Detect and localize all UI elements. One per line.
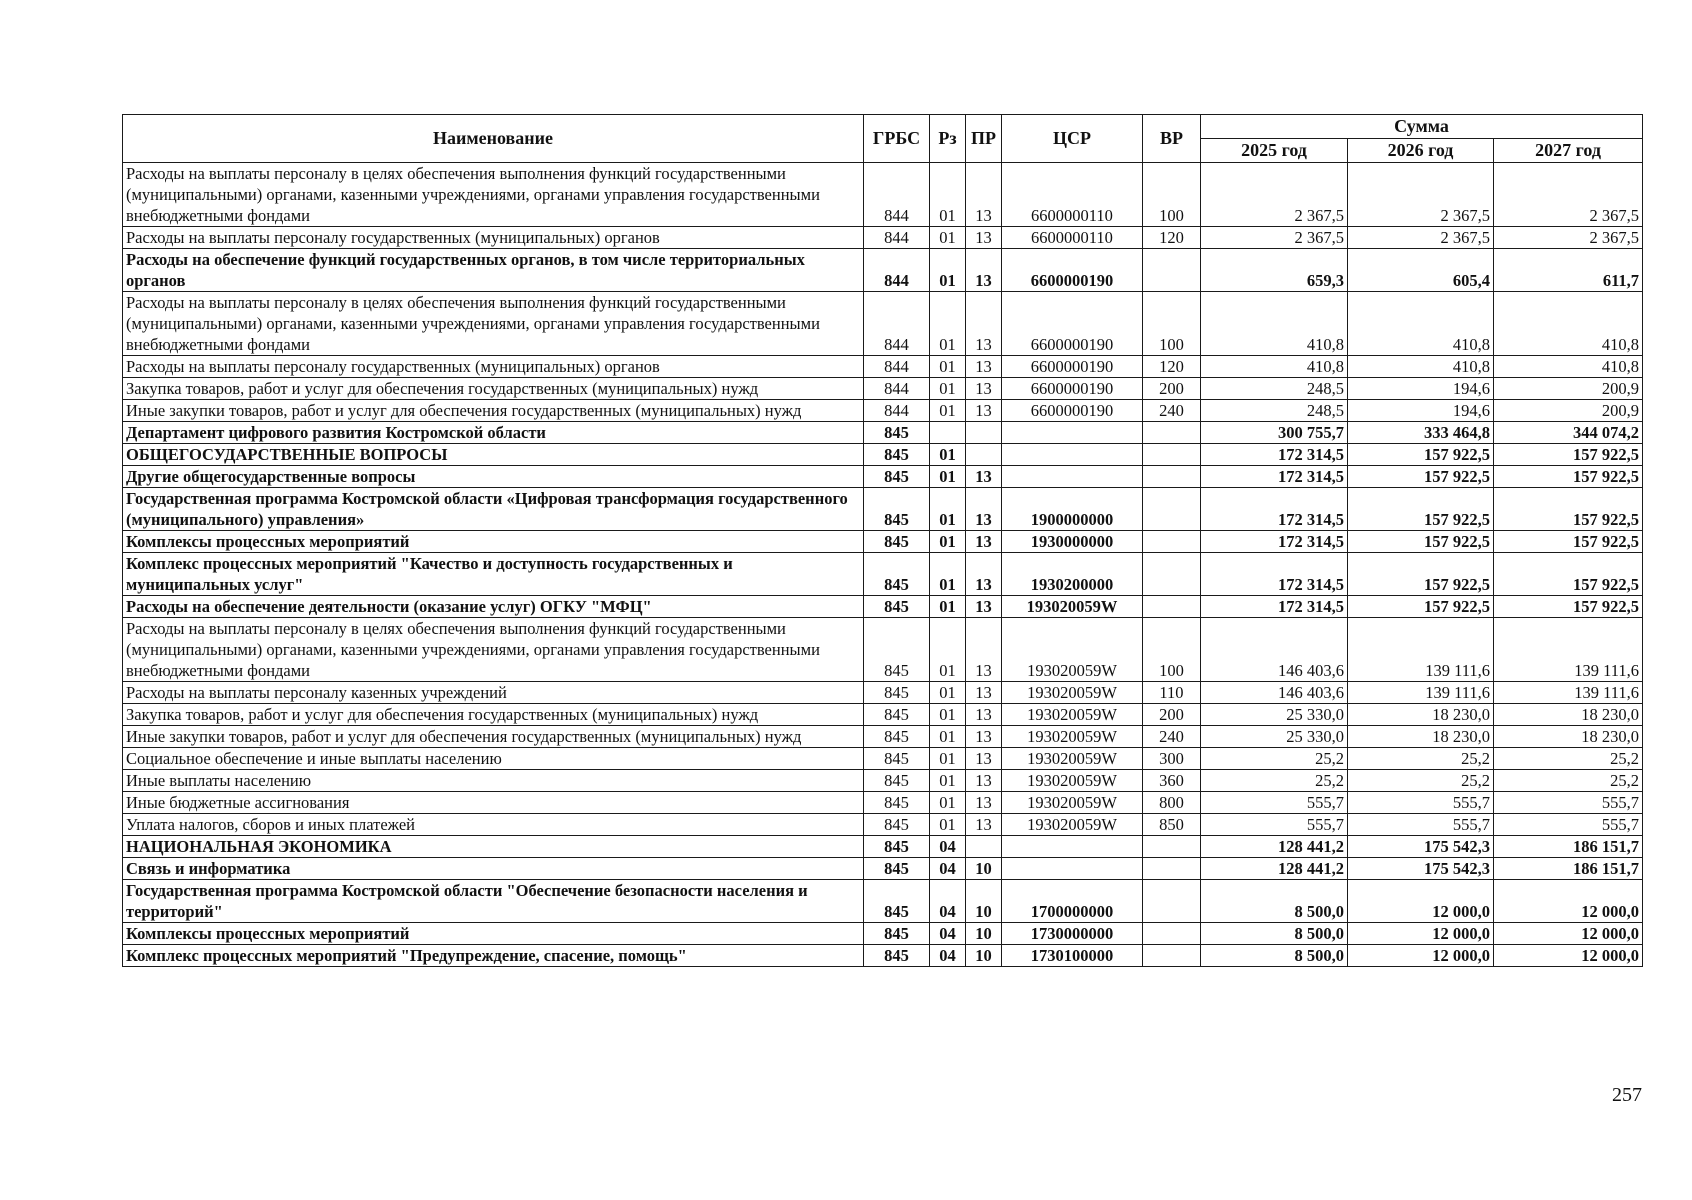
cell-rz: 01	[930, 618, 966, 682]
cell-rz: 04	[930, 880, 966, 923]
cell-rz: 04	[930, 858, 966, 880]
cell-csr: 193020059W	[1002, 596, 1143, 618]
cell-y2025: 172 314,5	[1201, 488, 1348, 531]
cell-pr: 10	[966, 880, 1002, 923]
cell-grbs: 845	[864, 726, 930, 748]
cell-rz: 01	[930, 466, 966, 488]
page-number: 257	[1612, 1084, 1642, 1106]
cell-vr: 100	[1143, 618, 1201, 682]
header-sum: Сумма	[1201, 115, 1643, 139]
cell-pr: 13	[966, 770, 1002, 792]
cell-y2026: 555,7	[1348, 814, 1494, 836]
cell-name: Расходы на обеспечение деятельности (оказание услуг) ОГКУ "МФЦ"	[123, 596, 864, 618]
cell-grbs: 844	[864, 378, 930, 400]
cell-name: Закупка товаров, работ и услуг для обеспечения государственных (муниципальных) нужд	[123, 378, 864, 400]
cell-y2027: 555,7	[1494, 814, 1643, 836]
cell-pr: 13	[966, 814, 1002, 836]
cell-grbs: 845	[864, 596, 930, 618]
cell-y2026: 175 542,3	[1348, 836, 1494, 858]
cell-y2026: 555,7	[1348, 792, 1494, 814]
cell-csr	[1002, 422, 1143, 444]
cell-vr	[1143, 249, 1201, 292]
cell-pr: 10	[966, 945, 1002, 967]
cell-y2026: 12 000,0	[1348, 880, 1494, 923]
table-row	[123, 836, 1643, 858]
cell-grbs: 845	[864, 836, 930, 858]
cell-csr	[1002, 858, 1143, 880]
cell-name: ОБЩЕГОСУДАРСТВЕННЫЕ ВОПРОСЫ	[123, 444, 864, 466]
cell-y2025: 8 500,0	[1201, 945, 1348, 967]
cell-rz: 01	[930, 748, 966, 770]
table-row	[123, 814, 1643, 836]
header-grbs: ГРБС	[864, 115, 930, 163]
cell-vr	[1143, 422, 1201, 444]
cell-csr	[1002, 466, 1143, 488]
cell-name: Расходы на обеспечение функций государственных органов, в том числе территориальных органов	[123, 249, 864, 292]
header-name: Наименование	[123, 115, 864, 163]
cell-vr: 120	[1143, 356, 1201, 378]
cell-y2025: 8 500,0	[1201, 880, 1348, 923]
cell-pr: 13	[966, 553, 1002, 596]
cell-y2026: 175 542,3	[1348, 858, 1494, 880]
cell-grbs: 845	[864, 531, 930, 553]
cell-y2026: 410,8	[1348, 356, 1494, 378]
cell-vr	[1143, 553, 1201, 596]
cell-grbs: 845	[864, 945, 930, 967]
cell-csr: 193020059W	[1002, 770, 1143, 792]
cell-y2027: 18 230,0	[1494, 726, 1643, 748]
cell-pr: 13	[966, 704, 1002, 726]
cell-vr: 100	[1143, 292, 1201, 356]
table-row	[123, 422, 1643, 444]
cell-y2027: 25,2	[1494, 748, 1643, 770]
cell-rz: 01	[930, 227, 966, 249]
cell-vr	[1143, 531, 1201, 553]
cell-vr	[1143, 880, 1201, 923]
cell-y2025: 300 755,7	[1201, 422, 1348, 444]
cell-y2026: 25,2	[1348, 770, 1494, 792]
cell-vr	[1143, 596, 1201, 618]
cell-name: Иные закупки товаров, работ и услуг для обеспечения государственных (муниципальных) нужд	[123, 726, 864, 748]
cell-y2026: 605,4	[1348, 249, 1494, 292]
cell-rz	[930, 422, 966, 444]
table-row	[123, 466, 1643, 488]
cell-rz: 01	[930, 488, 966, 531]
cell-y2027: 200,9	[1494, 400, 1643, 422]
cell-y2026: 410,8	[1348, 292, 1494, 356]
cell-y2027: 186 151,7	[1494, 836, 1643, 858]
cell-y2026: 333 464,8	[1348, 422, 1494, 444]
cell-vr: 200	[1143, 704, 1201, 726]
cell-rz: 04	[930, 945, 966, 967]
cell-y2026: 157 922,5	[1348, 553, 1494, 596]
cell-name: Другие общегосударственные вопросы	[123, 466, 864, 488]
cell-y2025: 128 441,2	[1201, 858, 1348, 880]
table-row	[123, 770, 1643, 792]
cell-vr	[1143, 923, 1201, 945]
cell-grbs: 845	[864, 618, 930, 682]
cell-csr: 6600000190	[1002, 249, 1143, 292]
cell-grbs: 845	[864, 422, 930, 444]
cell-y2025: 172 314,5	[1201, 553, 1348, 596]
cell-csr: 1730100000	[1002, 945, 1143, 967]
header-2027: 2027 год	[1494, 139, 1643, 163]
table-row	[123, 163, 1643, 227]
cell-y2026: 2 367,5	[1348, 227, 1494, 249]
cell-y2026: 194,6	[1348, 378, 1494, 400]
cell-name: Иные бюджетные ассигнования	[123, 792, 864, 814]
cell-csr: 6600000190	[1002, 356, 1143, 378]
cell-y2026: 194,6	[1348, 400, 1494, 422]
cell-grbs: 845	[864, 466, 930, 488]
cell-y2027: 157 922,5	[1494, 488, 1643, 531]
cell-rz: 01	[930, 378, 966, 400]
cell-y2027: 12 000,0	[1494, 880, 1643, 923]
cell-rz: 01	[930, 292, 966, 356]
cell-vr: 300	[1143, 748, 1201, 770]
cell-vr: 200	[1143, 378, 1201, 400]
header-vr: ВР	[1143, 115, 1201, 163]
cell-rz: 01	[930, 770, 966, 792]
cell-rz: 04	[930, 836, 966, 858]
cell-y2026: 25,2	[1348, 748, 1494, 770]
cell-y2025: 555,7	[1201, 792, 1348, 814]
cell-grbs: 845	[864, 748, 930, 770]
cell-name: Иные выплаты населению	[123, 770, 864, 792]
cell-rz: 01	[930, 814, 966, 836]
cell-grbs: 844	[864, 163, 930, 227]
cell-y2025: 172 314,5	[1201, 596, 1348, 618]
cell-pr: 13	[966, 531, 1002, 553]
header-csr: ЦСР	[1002, 115, 1143, 163]
cell-name: Связь и информатика	[123, 858, 864, 880]
table-row	[123, 553, 1643, 596]
cell-y2025: 146 403,6	[1201, 618, 1348, 682]
cell-y2027: 157 922,5	[1494, 596, 1643, 618]
cell-name: Расходы на выплаты персоналу в целях обеспечения выполнения функций государственными (муниципальными) органами, казенными учреждениями, органами управления государственными внебюджетными фондами	[123, 163, 864, 227]
table-row	[123, 858, 1643, 880]
cell-pr: 13	[966, 596, 1002, 618]
cell-name: Расходы на выплаты персоналу в целях обеспечения выполнения функций государственными (муниципальными) органами, казенными учреждениями, органами управления государственными внебюджетными фондами	[123, 292, 864, 356]
cell-csr: 1700000000	[1002, 880, 1143, 923]
table-row	[123, 945, 1643, 967]
cell-y2025: 2 367,5	[1201, 227, 1348, 249]
table-row	[123, 444, 1643, 466]
cell-grbs: 844	[864, 249, 930, 292]
cell-grbs: 845	[864, 792, 930, 814]
table-row	[123, 249, 1643, 292]
table-row	[123, 792, 1643, 814]
cell-pr: 13	[966, 292, 1002, 356]
cell-y2026: 157 922,5	[1348, 444, 1494, 466]
cell-csr: 193020059W	[1002, 682, 1143, 704]
cell-y2025: 172 314,5	[1201, 444, 1348, 466]
cell-csr	[1002, 836, 1143, 858]
cell-grbs: 845	[864, 923, 930, 945]
cell-name: Расходы на выплаты персоналу государственных (муниципальных) органов	[123, 356, 864, 378]
cell-y2027: 157 922,5	[1494, 531, 1643, 553]
cell-y2027: 186 151,7	[1494, 858, 1643, 880]
cell-csr: 193020059W	[1002, 814, 1143, 836]
cell-grbs: 844	[864, 227, 930, 249]
cell-rz: 01	[930, 553, 966, 596]
cell-y2027: 12 000,0	[1494, 923, 1643, 945]
table-header	[123, 115, 1643, 163]
cell-y2027: 157 922,5	[1494, 553, 1643, 596]
cell-csr: 1930000000	[1002, 531, 1143, 553]
cell-name: Комплекс процессных мероприятий "Качество и доступность государственных и муниципальных услуг"	[123, 553, 864, 596]
cell-grbs: 844	[864, 356, 930, 378]
table-row	[123, 923, 1643, 945]
cell-name: Закупка товаров, работ и услуг для обеспечения государственных (муниципальных) нужд	[123, 704, 864, 726]
cell-csr: 1730000000	[1002, 923, 1143, 945]
cell-y2027: 555,7	[1494, 792, 1643, 814]
cell-y2027: 200,9	[1494, 378, 1643, 400]
cell-grbs: 845	[864, 770, 930, 792]
cell-vr	[1143, 858, 1201, 880]
cell-rz: 01	[930, 356, 966, 378]
cell-rz: 01	[930, 531, 966, 553]
table-row	[123, 292, 1643, 356]
cell-csr: 193020059W	[1002, 726, 1143, 748]
cell-y2027: 139 111,6	[1494, 618, 1643, 682]
cell-grbs: 845	[864, 488, 930, 531]
header-pr: ПР	[966, 115, 1002, 163]
header-rz: Рз	[930, 115, 966, 163]
header-2025: 2025 год	[1201, 139, 1348, 163]
cell-y2027: 25,2	[1494, 770, 1643, 792]
cell-y2026: 157 922,5	[1348, 466, 1494, 488]
cell-rz: 01	[930, 249, 966, 292]
cell-y2026: 12 000,0	[1348, 923, 1494, 945]
cell-rz: 01	[930, 400, 966, 422]
table-row	[123, 531, 1643, 553]
cell-vr	[1143, 444, 1201, 466]
cell-pr	[966, 422, 1002, 444]
cell-vr	[1143, 488, 1201, 531]
cell-csr: 193020059W	[1002, 618, 1143, 682]
cell-csr: 1900000000	[1002, 488, 1143, 531]
cell-pr: 13	[966, 618, 1002, 682]
cell-y2025: 25,2	[1201, 770, 1348, 792]
cell-csr: 1930200000	[1002, 553, 1143, 596]
cell-grbs: 845	[864, 858, 930, 880]
cell-rz: 01	[930, 163, 966, 227]
cell-vr: 240	[1143, 726, 1201, 748]
cell-pr	[966, 836, 1002, 858]
cell-y2025: 172 314,5	[1201, 531, 1348, 553]
cell-y2025: 659,3	[1201, 249, 1348, 292]
cell-csr: 6600000190	[1002, 378, 1143, 400]
cell-pr: 10	[966, 858, 1002, 880]
cell-y2027: 344 074,2	[1494, 422, 1643, 444]
cell-y2027: 410,8	[1494, 292, 1643, 356]
cell-csr	[1002, 444, 1143, 466]
cell-grbs: 845	[864, 814, 930, 836]
cell-rz: 01	[930, 704, 966, 726]
table-row	[123, 682, 1643, 704]
cell-y2026: 18 230,0	[1348, 726, 1494, 748]
cell-y2025: 2 367,5	[1201, 163, 1348, 227]
cell-y2027: 18 230,0	[1494, 704, 1643, 726]
cell-pr	[966, 444, 1002, 466]
cell-y2025: 25 330,0	[1201, 704, 1348, 726]
table-row	[123, 618, 1643, 682]
cell-y2026: 157 922,5	[1348, 596, 1494, 618]
cell-csr: 6600000110	[1002, 163, 1143, 227]
cell-y2026: 157 922,5	[1348, 488, 1494, 531]
cell-csr: 6600000190	[1002, 400, 1143, 422]
cell-y2025: 410,8	[1201, 292, 1348, 356]
table-row	[123, 400, 1643, 422]
cell-grbs: 845	[864, 704, 930, 726]
cell-grbs: 845	[864, 880, 930, 923]
cell-grbs: 845	[864, 444, 930, 466]
cell-rz: 01	[930, 444, 966, 466]
cell-pr: 13	[966, 356, 1002, 378]
cell-csr: 193020059W	[1002, 748, 1143, 770]
cell-csr: 6600000110	[1002, 227, 1143, 249]
cell-y2026: 139 111,6	[1348, 682, 1494, 704]
cell-pr: 13	[966, 488, 1002, 531]
cell-pr: 13	[966, 466, 1002, 488]
cell-y2025: 172 314,5	[1201, 466, 1348, 488]
cell-pr: 13	[966, 748, 1002, 770]
cell-y2025: 25 330,0	[1201, 726, 1348, 748]
cell-pr: 13	[966, 682, 1002, 704]
cell-name: Комплексы процессных мероприятий	[123, 923, 864, 945]
cell-y2025: 248,5	[1201, 378, 1348, 400]
table-body	[123, 163, 1643, 967]
table-row	[123, 726, 1643, 748]
cell-name: Уплата налогов, сборов и иных платежей	[123, 814, 864, 836]
cell-grbs: 844	[864, 292, 930, 356]
cell-csr: 193020059W	[1002, 792, 1143, 814]
cell-pr: 13	[966, 249, 1002, 292]
cell-name: НАЦИОНАЛЬНАЯ ЭКОНОМИКА	[123, 836, 864, 858]
cell-grbs: 844	[864, 400, 930, 422]
table-row	[123, 227, 1643, 249]
cell-y2025: 8 500,0	[1201, 923, 1348, 945]
cell-y2026: 2 367,5	[1348, 163, 1494, 227]
cell-vr: 850	[1143, 814, 1201, 836]
cell-pr: 13	[966, 792, 1002, 814]
cell-vr: 100	[1143, 163, 1201, 227]
table-row	[123, 488, 1643, 531]
table-row	[123, 704, 1643, 726]
cell-name: Расходы на выплаты персоналу казенных учреждений	[123, 682, 864, 704]
cell-pr: 13	[966, 227, 1002, 249]
cell-y2027: 157 922,5	[1494, 466, 1643, 488]
cell-y2027: 611,7	[1494, 249, 1643, 292]
cell-y2025: 25,2	[1201, 748, 1348, 770]
cell-vr: 240	[1143, 400, 1201, 422]
cell-name: Расходы на выплаты персоналу в целях обеспечения выполнения функций государственными (муниципальными) органами, казенными учреждениями, органами управления государственными внебюджетными фондами	[123, 618, 864, 682]
cell-name: Расходы на выплаты персоналу государственных (муниципальных) органов	[123, 227, 864, 249]
cell-name: Государственная программа Костромской области «Цифровая трансформация государственного (муниципального) управления»	[123, 488, 864, 531]
cell-vr	[1143, 945, 1201, 967]
cell-name: Государственная программа Костромской области "Обеспечение безопасности населения и территорий"	[123, 880, 864, 923]
header-2026: 2026 год	[1348, 139, 1494, 163]
cell-rz: 01	[930, 792, 966, 814]
cell-name: Комплексы процессных мероприятий	[123, 531, 864, 553]
cell-y2027: 410,8	[1494, 356, 1643, 378]
cell-rz: 04	[930, 923, 966, 945]
cell-csr: 6600000190	[1002, 292, 1143, 356]
cell-pr: 13	[966, 378, 1002, 400]
budget-table	[122, 114, 1643, 967]
cell-name: Социальное обеспечение и иные выплаты населению	[123, 748, 864, 770]
cell-rz: 01	[930, 596, 966, 618]
table-row	[123, 378, 1643, 400]
cell-pr: 13	[966, 163, 1002, 227]
cell-csr: 193020059W	[1002, 704, 1143, 726]
cell-vr	[1143, 466, 1201, 488]
cell-pr: 10	[966, 923, 1002, 945]
cell-y2027: 12 000,0	[1494, 945, 1643, 967]
cell-y2027: 2 367,5	[1494, 227, 1643, 249]
cell-y2025: 410,8	[1201, 356, 1348, 378]
cell-vr: 360	[1143, 770, 1201, 792]
cell-y2027: 157 922,5	[1494, 444, 1643, 466]
cell-name: Иные закупки товаров, работ и услуг для обеспечения государственных (муниципальных) нужд	[123, 400, 864, 422]
cell-vr	[1143, 836, 1201, 858]
cell-y2026: 18 230,0	[1348, 704, 1494, 726]
cell-name: Комплекс процессных мероприятий "Предупреждение, спасение, помощь"	[123, 945, 864, 967]
cell-pr: 13	[966, 400, 1002, 422]
cell-y2026: 157 922,5	[1348, 531, 1494, 553]
cell-name: Департамент цифрового развития Костромской области	[123, 422, 864, 444]
cell-pr: 13	[966, 726, 1002, 748]
cell-y2025: 146 403,6	[1201, 682, 1348, 704]
cell-grbs: 845	[864, 682, 930, 704]
table-row	[123, 596, 1643, 618]
cell-y2026: 12 000,0	[1348, 945, 1494, 967]
cell-grbs: 845	[864, 553, 930, 596]
cell-vr: 110	[1143, 682, 1201, 704]
table-row	[123, 880, 1643, 923]
table-row	[123, 748, 1643, 770]
cell-y2027: 139 111,6	[1494, 682, 1643, 704]
cell-y2026: 139 111,6	[1348, 618, 1494, 682]
cell-rz: 01	[930, 682, 966, 704]
cell-y2025: 555,7	[1201, 814, 1348, 836]
cell-vr: 800	[1143, 792, 1201, 814]
cell-y2027: 2 367,5	[1494, 163, 1643, 227]
cell-vr: 120	[1143, 227, 1201, 249]
cell-y2025: 248,5	[1201, 400, 1348, 422]
table-row	[123, 356, 1643, 378]
cell-y2025: 128 441,2	[1201, 836, 1348, 858]
cell-rz: 01	[930, 726, 966, 748]
